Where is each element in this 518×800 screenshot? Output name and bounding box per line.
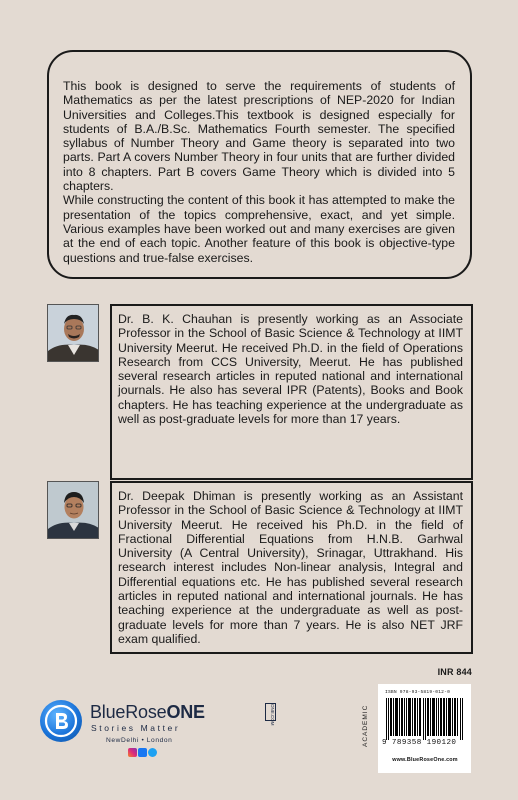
isbn-digits: 9 789358 190120 [382,739,457,747]
book-description-box [47,50,472,279]
isbn-label: ISBN 978-93-5819-012-0 [385,690,451,695]
price-label: INR 844 [437,667,472,677]
publisher-brand [90,702,205,723]
author-section [47,481,473,654]
author-photo [47,304,99,362]
author-section [47,304,473,480]
author-photo [47,481,99,539]
instagram-icon[interactable] [128,748,137,757]
isbn-barcode [378,684,471,773]
publisher-website: www.BlueRoseOne.com [392,757,458,763]
bluerose-logo-icon [40,700,82,742]
author-bio: Dr. B. K. Chauhan is presently working as an Associate Professor in the School of Basic Science & Technology at IIMT University Meerut. He received Ph.D. in the field of Operations Research from CCS University, Meerut. He has published several research articles in reputed national and international journals. He also has several IPR (Patents), Books and Book chapters. He has teaching experience at the undergraduate as well as post-graduate levels for more than 17 years. [110,304,473,480]
author-bio: Dr. Deepak Dhiman is presently working as an Assistant Professor in the School of Basic Science & Technology at IIMT University Meerut. He received his Ph.D. in the field of Fractional Differential Equations from H.N.B. Garhwal University (A Central University), Srinagar, Uttrakhand. His research interest includes Non-linear analysis, Integral and Differential equations etc. He has published several research articles in reputed national and international journals. He has teaching experience at the undergraduate as well as post-graduate levels for more than 7 years. He is also NET JRF exam qualified. [110,481,473,654]
trademark-box: ONE.COM [265,703,276,721]
publisher-tagline: Stories Matter [91,723,181,733]
social-icons [128,748,157,757]
facebook-icon[interactable] [138,748,147,757]
brand-main: BlueRose [90,702,167,722]
barcode-bars [386,698,464,740]
description-paragraph: This book is designed to serve the requirements of students of Mathematics as per the latest prescriptions of NEP-2020 for Indian Universities and Colleges.This textbook is designed especially for students of B.A./B.Sc. Mathematics Fourth semester. The specified syllabus of Number Theory and Game theory is separated into two parts. Part A covers Number Theory in four units that are further divided into 8 chapters. Part B covers Game Theory which is divided into 5 chapters. [63,79,455,194]
category-label: ACADEMIC [362,704,369,748]
publisher-logo [40,700,275,780]
description-paragraph: While constructing the content of this book it has attempted to make the presentation of the topics comprehensive, exact, and yet simple. Various examples have been worked out and many exercises are given at the end of each topic. Another feature of this book is objective-type questions and true-false exercises. [63,193,455,265]
twitter-icon[interactable] [148,748,157,757]
brand-one: ONE [166,702,205,722]
publisher-cities: NewDelhi • London [106,737,173,744]
